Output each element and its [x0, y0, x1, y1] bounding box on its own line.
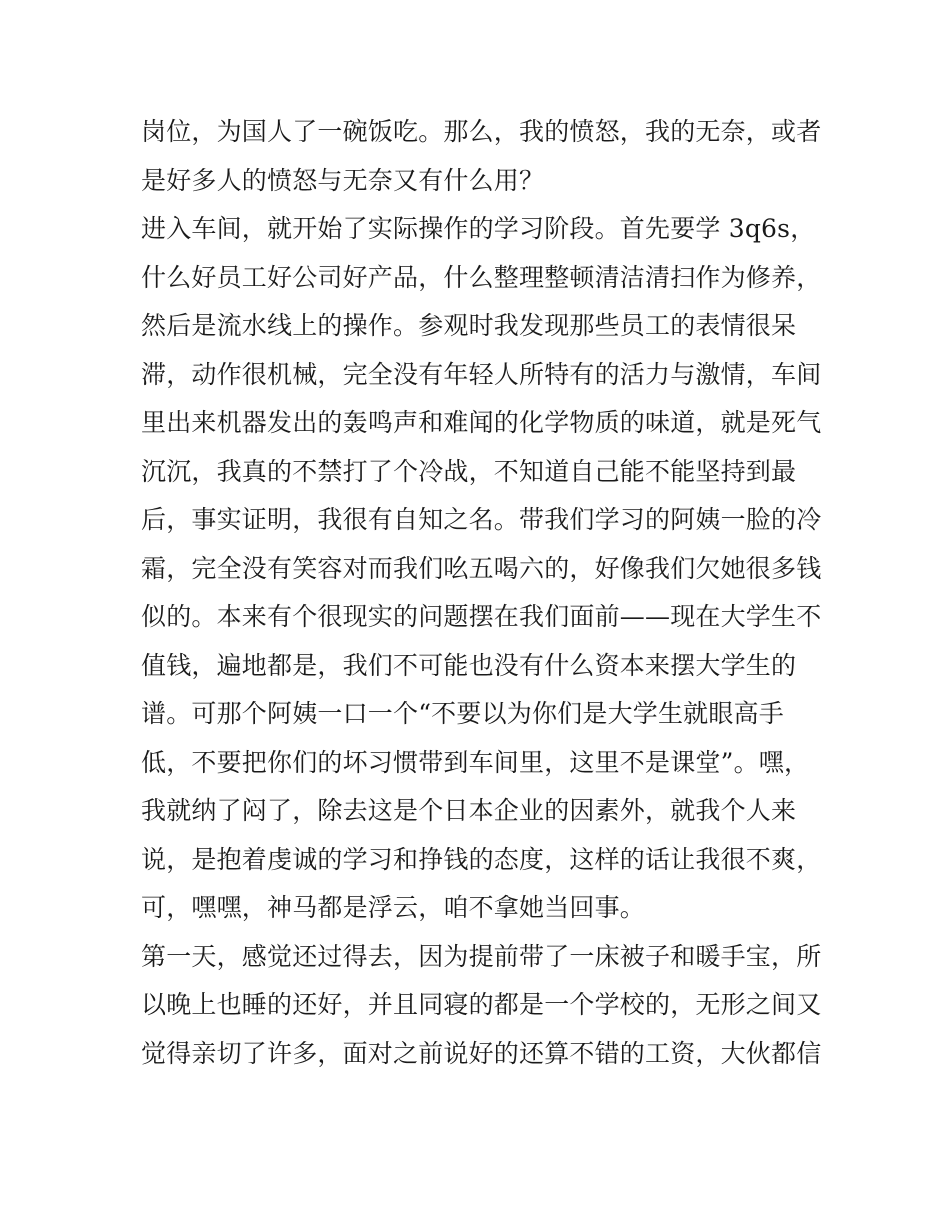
text-line: 什么好员工好公司好产品，什么整理整顿清洁清扫作为修养，	[141, 262, 822, 292]
text-line: 是好多人的愤怒与无奈又有什么用？	[141, 165, 545, 195]
text-line: 然后是流水线上的操作。参观时我发现那些员工的表情很呆	[141, 311, 797, 340]
text-line: 进入车间，就开始了实际操作的学习阶段。首先要学 3q6s，	[141, 214, 816, 243]
text-line: 第一天，感觉还过得去，因为提前带了一床被子和暖手宝，所	[141, 941, 822, 971]
text-line: 觉得亲切了许多，面对之前说好的还算不错的工资，大伙都信	[141, 1038, 822, 1068]
text-line: 滞，动作很机械，完全没有年轻人所特有的活力与激情，车间	[141, 359, 822, 389]
text-line: 说，是抱着虔诚的学习和挣钱的态度，这样的话让我很不爽，	[141, 844, 822, 874]
text-line: 可，嘿嘿，神马都是浮云，咱不拿她当回事。	[141, 893, 646, 922]
text-line: 里出来机器发出的轰鸣声和难闻的化学物质的味道，就是死气	[141, 408, 822, 437]
text-line: 低，不要把你们的坏习惯带到车间里，这里不是课堂”。嘿，	[141, 747, 810, 777]
text-line: 霜，完全没有笑容对而我们吆五喝六的，好像我们欠她很多钱	[141, 553, 822, 583]
text-line: 岗位，为国人了一碗饭吃。那么，我的愤怒，我的无奈，或者	[141, 117, 822, 146]
text-line: 沉沉，我真的不禁打了个冷战，不知道自己能不能坚持到最	[141, 456, 797, 486]
body-text	[141, 108, 821, 1078]
text-line: 后，事实证明，我很有自知之名。带我们学习的阿姨一脸的冷	[141, 505, 822, 534]
text-line: 谱。可那个阿姨一口一个“不要以为你们是大学生就眼高手	[141, 699, 784, 728]
text-line: 我就纳了闷了，除去这是个日本企业的因素外，就我个人来	[141, 796, 797, 825]
text-line: 似的。本来有个很现实的问题摆在我们面前——现在大学生不	[141, 602, 822, 631]
text-line: 以晚上也睡的还好，并且同寝的都是一个学校的，无形之间又	[141, 990, 822, 1019]
text-line: 值钱，遍地都是，我们不可能也没有什么资本来摆大学生的	[141, 650, 797, 680]
